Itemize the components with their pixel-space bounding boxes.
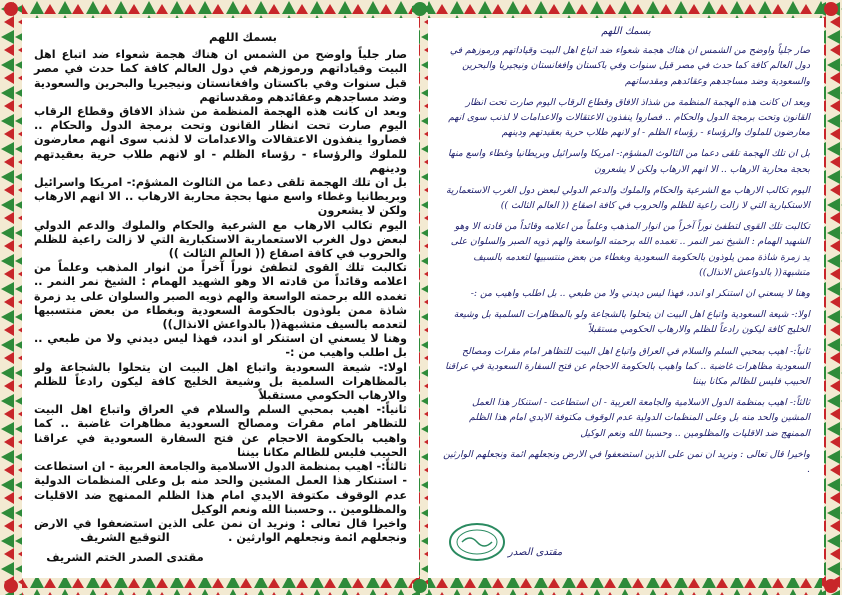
typed-page xyxy=(22,18,419,578)
typed-title: بسمك اللهم xyxy=(208,30,277,44)
handwritten-paragraph: وبعد ان كانت هذه الهجمة المنظمة من شذاذ الافاق وقطاع الرقاب اليوم صارت تحت انظار القانون وتحت برمجة الدول والحكام .. فصاروا ينفذون الاعتقالات والاعدامات لا لذنب سوى انهم معارضون للملوك والرؤساء - رؤساء الظلم - او لانهم طلاب حرية بعقيدتهم ودينهم xyxy=(448,96,810,139)
typed-paragraph: تكالبت تلك القوى لتطفئ نوراً آخراً من انوار المذهب وعلماً من اعلامه وقائداً من قادته الا وهو الشهيد الهمام : الشيخ نمر النمر .. تغمده الله برحمته الواسعة والهم ذويه الصبر والسلوان على يد زمرة شاذة ممن يلوذون بالحكومة السعودية وبغطاء من بعض منتسبيها لتعدمه بالسيف متشبهة(( بالدواعش الانذال)) xyxy=(34,261,407,332)
typed-paragraph: واخيرا قال تعالى : ونريد ان نمن على الذين استضعفوا في الارض ونجعلهم ائمة ونجعلهم الوارثين . xyxy=(34,516,407,545)
handwritten-paragraph: اولا:- شيعة السعودية واتباع اهل البيت ان يتحلوا بالشجاعة ولو بالمظاهرات السلمية بل وشيعة الخليج كافة ليكون رادعاً للظلم والارهاب الحكومي مستقبلاً xyxy=(453,309,810,336)
handwritten-paragraph: اليوم تكالب الارهاب مع الشرعية والحكام والملوك والدعم الدولي لبعض دول الغرب الاستعمارية الاستكبارية التي لا زالت راعية للظلم والحروب في كافة اصقاع (( العالم الثالث )) xyxy=(446,184,810,212)
corner-ornament xyxy=(824,2,838,16)
signature-label: التوقيع الشريف xyxy=(80,530,170,544)
handwritten-paragraph: ثانياً:- اهيب بمحبي السلم والسلام في العراق واتباع اهل البيت للتظاهر امام مقرات ومصالح السعودية مظاهرات غاضبة .. كما واهيب بالحكومة الاحجام عن فتح السفارة السعودية في عراقنا الحبيب فليس للظالم مكانا بيننا xyxy=(445,345,810,388)
typed-paragraph: وهنا لا يسعني ان استنكر او اندد، فهذا ليس ديدني ولا من طبعي .. بل اطلب واهيب من :- xyxy=(34,332,407,360)
handwritten-paragraph: ثالثاً:- اهيب بمنظمة الدول الاسلامية والجامعة العربية - ان استطاعت - استنكار هذا العمل المشين والحد منه بل وعلى المنظمات الدولية عدم الوقوف مكتوفة الايدي امام هذا الظلم الممنهج ضد الاقليات والمظلومين .. وحسبنا الله ونعم الوكيل xyxy=(469,397,810,439)
left-border xyxy=(0,0,22,595)
typed-paragraph: ثالثاً:- اهيب بمنظمة الدول الاسلامية والجامعة العربية - ان استطاعت - استنكار هذا العمل المشين والحد منه بل وعلى المنظمات الدولية عدم الوقوف مكتوفة الايدي امام هذا الظلم الممنهج ضد الاقليات والمظلومين .. وحسبنا الله ونعم الوكيل xyxy=(34,460,407,516)
official-seal-stamp xyxy=(448,522,506,562)
handwritten-signature: مقتدى الصدر xyxy=(508,547,563,558)
handwritten-paragraph: وهنا لا يسعني ان استنكر او اندد، فهذا ليس ديدني ولا من طبعي .. بل اطلب واهيب من :- xyxy=(470,288,810,300)
handwritten-title: بسمك اللهم xyxy=(601,26,651,37)
corner-ornament xyxy=(4,2,18,16)
handwritten-paragraph: بل ان تلك الهجمة تلقى دعما من الثالوث المشؤم:- امريكا واسرائيل وبريطانيا وغطاء واسع منها بحجة محاربة الارهاب .. الا انهم الارهاب ولكن لا يشعرون xyxy=(447,148,810,175)
handwritten-page xyxy=(428,18,824,578)
handwritten-statement xyxy=(428,18,824,477)
typed-paragraph: اليوم تكالب الارهاب مع الشرعية والحكام والملوك والدعم الدولي لبعض دول الغرب الاستعمارية الاستكبارية التي لا زالت راعية للظلم والحروب في كافة اصقاع (( العالم الثالث )) xyxy=(34,218,407,261)
corner-ornament xyxy=(4,579,18,593)
signature-name: مقتدى الصدر الختم الشريف xyxy=(46,550,204,564)
typed-paragraph: بل ان تلك الهجمة تلقى دعما من الثالوث المشؤم:- امريكا واسرائيل وبريطانيا وغطاء واسع منها بحجة محاربة الارهاب .. الا انهم الارهاب ولكن لا يشعرون xyxy=(34,176,407,218)
handwritten-paragraph: تكالبت تلك القوى لتطفئ نوراً آخراً من انوار المذهب وعلماً من اعلامه وقائداً من قادته الا وهو الشهيد الهمام : الشيخ نمر النمر .. تغمده الله برحمته الواسعة والهم ذويه الصبر والسلوان على يد زمرة شاذة ممن يلوذون بالحكومة السعودية وبغطاء من بعض منتسبيها لتعدمه بالسيف متشبهة(( بالدواعش الانذال)) xyxy=(450,221,810,278)
handwritten-paragraph: صار جلياً واوضح من الشمس ان هناك هجمة شعواء ضد اتباع اهل البيت وقياداتهم ورموزهم في دول العالم كافة كما حدث في مصر قبل سنوات وفي باكستان وافغانستان ونيجيريا والبحرين والسعودية وضد مساجدهم وعقائدهم ومقدساتهم xyxy=(449,45,810,87)
typed-paragraph: صار جلياً واوضح من الشمس ان هناك هجمة شعواء ضد اتباع اهل البيت وقياداتهم ورموزهم في دول العالم كافة كما حدث في مصر قبل سنوات وفي باكستان وافغانستان ونيجيريا والبحرين والسعودية وضد مساجدهم وعقائدهم ومقدساتهم xyxy=(34,48,407,104)
typed-paragraph: اولا:- شيعة السعودية واتباع اهل البيت ان يتحلوا بالشجاعة ولو بالمظاهرات السلمية بل وشيعة الخليج كافة ليكون رادعاً للظلم والارهاب الحكومي مستقبلاً xyxy=(34,360,407,403)
typed-paragraph: ثانياً:- اهيب بمحبي السلم والسلام في العراق واتباع اهل البيت للتظاهر امام مقرات ومصالح السعودية مظاهرات غاضبة .. كما واهيب بالحكومة الاحجام عن فتح السفارة السعودية في عراقنا الحبيب فليس للظالم مكانا بيننا xyxy=(34,403,407,459)
handwritten-paragraph: واخيرا قال تعالى : ونريد ان نمن على الذين استضعفوا في الارض ونجعلهم ائمة ونجعلهم الوارثين . xyxy=(443,448,810,476)
corner-ornament xyxy=(413,579,427,593)
typed-statement xyxy=(22,18,419,545)
corner-ornament xyxy=(824,579,838,593)
corner-ornament xyxy=(413,2,427,16)
typed-paragraph: وبعد ان كانت هذه الهجمة المنظمة من شذاذ الافاق وقطاع الرقاب اليوم صارت تحت انظار القانون وتحت برمجة الدول والحكام .. فصاروا ينفذون الاعتقالات والاعدامات لا لذنب سوى انهم معارضون للملوك والرؤساء - رؤساء الظلم - او لانهم طلاب حرية بعقيدتهم ودينهم xyxy=(34,105,407,175)
right-border xyxy=(822,0,842,595)
